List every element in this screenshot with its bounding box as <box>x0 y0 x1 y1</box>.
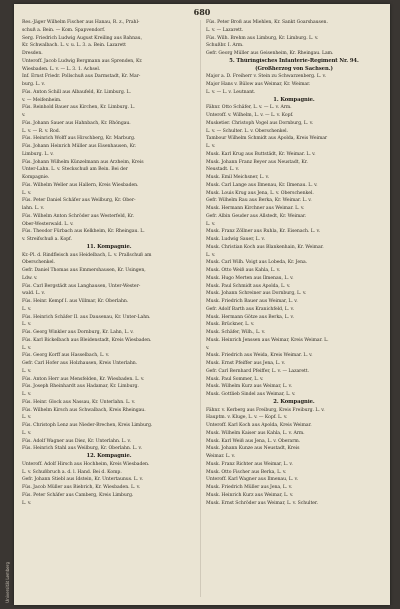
column-divider <box>200 20 201 597</box>
list-entry: Musk. Heinrich Kurz aus Weimar, L. v. <box>206 492 294 498</box>
list-entry: Musk. Johann Schreiner aus Dornburg, L. v. <box>206 291 307 297</box>
list-entry: Musk. Wilhelm Kurz aus Weimar, L. v. <box>206 384 293 390</box>
list-entry: Musk. Christian Koch aus Blankenhain, Kr. Weimar. <box>206 244 324 250</box>
list-entry: Füs. Carl Bergstädt aus Langhausen, Unter-Wester- <box>22 283 141 289</box>
list-entry: burg. L. v. <box>22 82 45 87</box>
list-entry: Füs. Jacob Müller aus Biebrich, Kr. Wiesbaden. L. v. <box>22 485 141 490</box>
list-entry: Füs. Peter Broß aus Miehlen, Kr. Sankt Goarshausen. <box>206 20 328 25</box>
list-entry: Füs. Johann Sauer aus Hahnbach, Kr. Rhöngau. <box>22 120 131 126</box>
list-entry: Füs. Reinhold Bauer aus Kirchen, Kr. Limburg. L. <box>22 105 135 111</box>
list-entry: Musk. Wilhelm Kaiser aus Kahla, L. v. Arm. <box>206 430 305 436</box>
list-entry: L. v. <box>22 500 32 506</box>
list-entry: Musk. Ludwig Sauer, L. v. <box>206 237 265 242</box>
list-entry: L. v. <box>22 415 32 421</box>
list-entry: L. v. Schußbruch a. d. l. Hand. Bei d. Komp. <box>22 469 122 475</box>
list-entry: Füs. Wilhelm Anton Schröder aus Westerfeld, Kr. <box>22 213 134 219</box>
list-entry: Weimar. L. v. <box>206 454 236 459</box>
list-entry: L. v. <box>22 430 32 436</box>
list-entry: Musk. Hermann Kirchner aus Weimar. L. v. <box>206 206 305 211</box>
list-entry: Füs. Heinrich Stahl aus Weilburg, Kr. Oberlahn. L. v. <box>22 446 142 452</box>
list-entry: Füs. Heinrich Wolff aus Hirschberg, Kr. Marburg. <box>22 136 136 142</box>
list-entry: Ober-Westerwald. L. v. <box>22 221 74 227</box>
list-entry: L. v. — Lazarett. <box>206 27 244 33</box>
list-entry: v. — Meifenheim. <box>22 97 62 103</box>
list-entry: L. v. <box>206 144 216 149</box>
list-entry: Musk. Karl Weiß aus Jena, L. v. Oberarm. <box>206 438 301 444</box>
list-entry: Füs. Christoph Lenz aus Nieder-Brechen, Kreis Limburg. <box>22 423 153 428</box>
section-heading: 1. Kompagnie. <box>273 96 315 103</box>
left-column <box>22 19 196 599</box>
list-entry: Füs. Johann Heinrich Müller aus Eisenhausen, Kr. <box>22 144 137 149</box>
list-entry: Musk. Otto Weiß aus Kahla, L. v. <box>206 268 281 273</box>
list-entry: Musk. Franz Zöllner aus Ruhla, Kr. Eisenach. L. v. <box>206 229 321 235</box>
list-entry: wald. L. v. <box>22 291 45 297</box>
list-entry: Schußbr. I. Arm. <box>206 43 244 49</box>
list-entry: Füs. Heinr. Glock aus Nassau, Kr. Unterlahn. L. v. <box>22 399 136 405</box>
list-entry: Füs. Georg Winkler aus Dornburg, Kr. Lahn, L. v. <box>22 330 134 335</box>
section-heading: 12. Kompagnie. <box>86 453 132 459</box>
list-entry: Neustadt. L. v. <box>206 167 240 173</box>
list-entry: Unteroff. Karl Koch aus Apolda, Kreis Weimar. <box>206 423 312 428</box>
list-entry: Musk. Louis Krug aus Jena, L. v. Oberschenkel. <box>206 190 314 196</box>
list-entry: Füs. Heinrich Schäfer II. aus Dausenau, Kr. Unter-Lahn. <box>22 314 151 320</box>
list-entry: Gefr. Adolf Barth aus Kranichfeld, L. v. <box>206 306 294 312</box>
list-entry: Musk. Paul Sommer, L. v. <box>206 376 264 382</box>
stamp-text: Universität Lemberg <box>5 562 10 603</box>
list-entry: Musk. Gottlieb Sindel aus Weimar, L. v. <box>206 392 296 397</box>
list-entry: Musketier. Christoph Vogel aus Dornburg, L. v. <box>206 120 314 126</box>
list-entry: Füs. Adolf Wagner aus Diez, Kr. Unterlahn. L. v. <box>22 438 131 444</box>
list-entry: Füs. Anton Schill aus Albaufeld, Kr. Limburg. L. <box>22 89 131 95</box>
list-entry: Gefr. Daniel Thomas aus Emmershausen, Kr. Usingen, <box>22 268 146 273</box>
list-entry: Füs. Joseph Rheinhardt aus Hadamar, Kr. Limburg. <box>22 384 139 390</box>
list-entry: Inf. Ernst Friedr. Pollschuß aus Darmstadt, Kr. Mar- <box>22 74 141 80</box>
list-entry: Wiesbaden. L. v. — L. 3. 1. Achsel. <box>22 66 101 72</box>
list-entry: Gefr. Georg Müller aus Geisenheim, Kr. Rheingau. Lam. <box>206 51 334 56</box>
list-entry: L. v. <box>206 252 216 258</box>
list-entry: Musk. Johann Kunze aus Neustadt, Kreis <box>206 446 300 452</box>
list-entry: Limburg. L. v. <box>22 151 54 157</box>
list-entry: lahn. L. v. <box>22 206 44 211</box>
list-entry: Musk. Franz Richter aus Weimar, L. v. <box>206 461 293 467</box>
list-entry: Füs. Anton Herr aus Mensfelden, Kr. Wiesbaden. L. v. <box>22 376 145 382</box>
list-entry: Musk. Otto Fischer aus Berka, L. v. <box>206 469 287 475</box>
list-entry: Unter-Lahn. L. v. Steckschuß am Bein. Bei der <box>22 167 128 173</box>
list-entry: v. <box>22 113 26 118</box>
list-entry: Musk. Paul Schmidt aus Apolda, L. v. <box>206 283 291 289</box>
section-heading: 5. Thüringisches Infanterie-Regiment Nr. 94. <box>229 57 359 64</box>
list-entry: Musk. Carl Wilh. Voigt aus Lobeda, Kr. Jena. <box>206 260 308 266</box>
list-entry: Fähnr. Otto Schäfer, L. v. — L. v. Arm. <box>206 105 292 111</box>
list-entry: Füs. Wilhelm Kirsch aus Schwalbach, Kreis Rheingau. <box>22 407 146 413</box>
list-entry: Musk. Karl Krug aus Buttstädt, Kr. Weimar. L. v. <box>206 151 316 157</box>
list-entry: L. v. <box>22 322 32 328</box>
list-entry: Serg. Friedrich Ludwig August Kreiling aus Bahnau, <box>22 35 142 41</box>
list-entry: Unteroff. v. Wilhelm, L. v. — L. v. Kopf. <box>206 113 294 118</box>
list-entry: Kompagnie. <box>22 175 50 180</box>
list-entry: Füs. Wilhelm Weller aus Hallern, Kreis Wiesbaden. <box>22 182 139 188</box>
list-entry: Musk. Heinrich Jenssen aus Weimar, Kreis Weimar. L. <box>206 337 329 343</box>
section-heading: 11. Kompagnie. <box>86 243 132 250</box>
list-entry: Musk. Brückner, L. v. <box>206 322 255 328</box>
document-page <box>14 4 390 605</box>
list-entry: L. v. <box>22 368 32 374</box>
list-entry: Musk. Carl Lange aus Ilmenau, Kr. Ilmenau. L. v. <box>206 182 318 188</box>
list-entry: Musk. Ernst Pfeiffer aus Jena, L. v. <box>206 361 286 366</box>
list-entry: Musk. Schäfer, Wilh., L. v. <box>206 330 266 335</box>
list-entry: Oberschenkel. <box>22 260 55 266</box>
list-entry: Gefr. Wilhelm Rau aus Berka, Kr. Weimar. L. v. <box>206 198 312 204</box>
list-entry: Musk. Hermann Götze aus Berka, L. v. <box>206 314 294 320</box>
list-entry: Kr.-Pl. d. Rindfleisch aus Heidelbach, L. v. Prallschuß am <box>22 252 152 258</box>
list-entry: L. v. <box>206 221 216 227</box>
list-entry: Tambour Wilhelm Schmidt aus Apolda, Kreis Weimar <box>206 136 328 142</box>
list-entry: Res.-Jäger Wilhelm Fischer aus Hanau, R. z., Prahl- <box>22 20 140 25</box>
list-entry: Füs. Karl Bickelbach aus Bleidenstadt, Kreis Wiesbaden. <box>22 337 152 343</box>
library-stamp <box>3 563 12 603</box>
list-entry: Ldw. v. <box>22 275 38 281</box>
list-entry: L. v. <box>22 190 32 196</box>
list-entry: Musk. Johann Franz Beyer aus Neustadt, Kr. <box>206 159 308 165</box>
list-entry: Hauptm. v. Kluge, L. v. — Kopf. L. v. <box>206 415 288 421</box>
list-entry: Gefr. Albin Geuder aus Allstedt, Kr. Weimar. <box>206 213 306 219</box>
list-entry: v. Streifschuß a. Kopf. <box>22 237 72 242</box>
list-entry: L. v. <box>22 306 32 312</box>
list-entry: L. v. — Schulter. L. v. Oberschenkel. <box>206 128 288 134</box>
list-entry: Füs. Heinr. Kempf I. aus Villmar, Kr. Oberlahn. <box>22 299 129 304</box>
list-entry: L. v. <box>22 345 32 351</box>
list-entry: Unteroff. Jacob Ludwig Bergmann aus Sprenden, Kr. <box>22 58 143 64</box>
list-entry: Füs. Johann Wilhelm Künzelmann aus Arzheim, Kreis <box>22 159 144 165</box>
list-entry: Gefr. Johann Stiebl aus Idstein, Kr. Untertaunus. L. v. <box>22 477 144 483</box>
list-entry: Musk. Hugo Merten aus Ilmenau, L. v. <box>206 275 294 281</box>
list-entry: Gefr. Carl Hofer aus Holzhausen, Kreis Unterlahn. <box>22 361 138 366</box>
list-entry: L. v. — R. v. Rod. <box>22 128 61 134</box>
list-entry: Füs. Wilh. Brehm aus Limburg, Kr. Limburg. L. v. <box>206 35 319 41</box>
list-entry: Füs. Georg Korff aus Hasselbach, L. v. <box>22 353 110 359</box>
right-column <box>206 19 382 599</box>
list-entry: Unteroff. Adolf Hirsch aus Hochheim, Kreis Wiesbaden. <box>22 461 150 467</box>
page-number: 680 <box>193 7 211 17</box>
list-entry: Musk. Ernst Schröder aus Weimar, L. v. Schulter. <box>206 500 318 506</box>
list-entry: Füs. Peter Schäfer aus Camberg, Kreis Limburg. <box>22 492 134 498</box>
section-heading: (Großherzog von Sachsen.) <box>255 65 333 72</box>
list-entry: Füs. Peter Daniel Schäfer aus Weilburg, Kr. Ober- <box>22 198 136 204</box>
list-entry: schuß a. Bein. — Kom. Spapvendorf. <box>22 27 106 33</box>
list-entry: Major a. D. Freiherr v. Stein zu Schwarzenberg. L. v. <box>206 74 327 80</box>
list-entry: v. <box>206 345 210 351</box>
section-heading: 2. Kompagnie. <box>273 398 315 405</box>
list-entry: Fähnr. v. Kerberg aus Freiburg, Kreis Freiburg. L. v. <box>206 407 325 413</box>
list-entry: Gefr. Carl Bernhard Pfeiffer, L. v. — Lazarett. <box>206 368 309 374</box>
list-entry: Füs. Theodor Fürbach aus Kelkheim, Kr. Rheingau. L. <box>22 229 145 235</box>
list-entry: Musk. Emil Meichsner, L. v. <box>206 175 270 180</box>
list-entry: L. v. — L. v. Leutnant. <box>206 89 256 95</box>
list-entry: Unteroff. Karl Wagner aus Ilmenau, L. v. <box>206 477 299 483</box>
list-entry: Musk. Friedrich Müller aus Jena, L. v. <box>206 485 293 490</box>
list-entry: Musk. Friedrich Bauer aus Weimar, L. v. <box>206 299 298 304</box>
list-entry: Dresden. <box>22 51 43 56</box>
list-entry: Kr. Schwalbach. L. v. u. L. 3. a. Bein. Lazarett <box>22 43 126 49</box>
list-entry: L. v. <box>22 392 32 397</box>
list-entry: Musk. Friedrich aus Weida, Kreis Weimar. L. v. <box>206 353 313 359</box>
list-entry: Major Hans v. Bülow aus Weimar, Kr. Weimar. <box>206 82 311 87</box>
